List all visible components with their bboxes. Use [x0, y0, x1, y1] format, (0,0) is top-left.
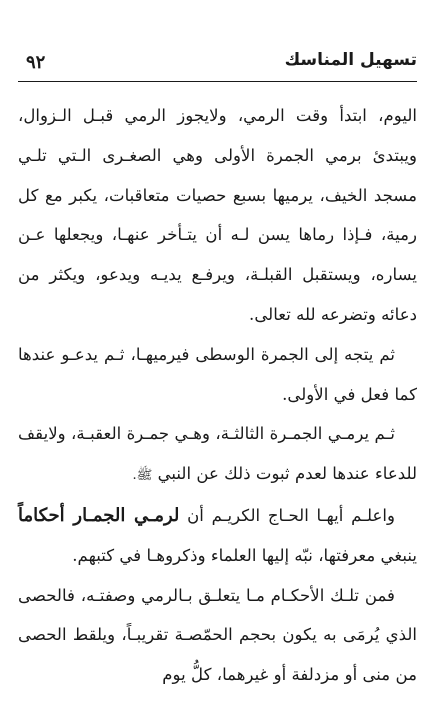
- honorific-symbol: ﷺ.: [132, 468, 153, 484]
- book-title: تسهيل المناسك: [284, 50, 417, 70]
- page-number: ٩٢: [26, 52, 46, 73]
- paragraph-3: [18, 414, 417, 496]
- paragraph-1: اليوم، ابتدأ وقت الرمي، ولايجوز الرمي قبـل الـزوال، ويبتدئ برمي الجمرة الأولى وهي الصغـرى الـتي تلـي مسجد الخيف، يرميها بسبع حصيات متعاقبات، يكبر مع كل رمية، فـإذا رماها يسن لـه أن يتـأخر عنهـا، ويجعلها عـن يساره، ويستقبل القبلـة، ويرفـع يديـه ويدعو، ويكثر من دعائه وتضرعه لله تعالى.: [18, 106, 417, 324]
- paragraph-4: [18, 496, 417, 576]
- emphasized-phrase: لرمـي الجمـار أحكاماً: [18, 504, 180, 526]
- paragraph-2: ثم يتجه إلى الجمرة الوسطى فيرميهـا، ثـم يدعـو عندها كما فعل في الأولى.: [18, 344, 417, 404]
- page-header: [18, 52, 417, 80]
- paragraph-4-intro: واعلـم أيهـا الحـاج الكريـم أن: [179, 505, 395, 525]
- page-body: [18, 96, 417, 695]
- paragraph-5: فمن تلـك الأحكـام مـا يتعلـق بـالرمي وصفتـه، فالحصى الذي يُرمَى به يكون بحجم الحمّصـة تقريبـاً، ويلقط الحصى من منى أو مزدلفة أو غيرهما، كلُّ يوم: [18, 585, 417, 685]
- header-divider: [18, 81, 417, 82]
- paragraph-4-rest: ينبغي معرفتها، نبّه إليها العلماء وذكروهـا في كتبهم.: [72, 545, 417, 565]
- paragraph-3-text: ثـم يرمـي الجمـرة الثالثـة، وهـي جمـرة العقبـة، ولايقف للدعاء عندها لعدم ثبوت ذلك عن النبي: [18, 424, 417, 484]
